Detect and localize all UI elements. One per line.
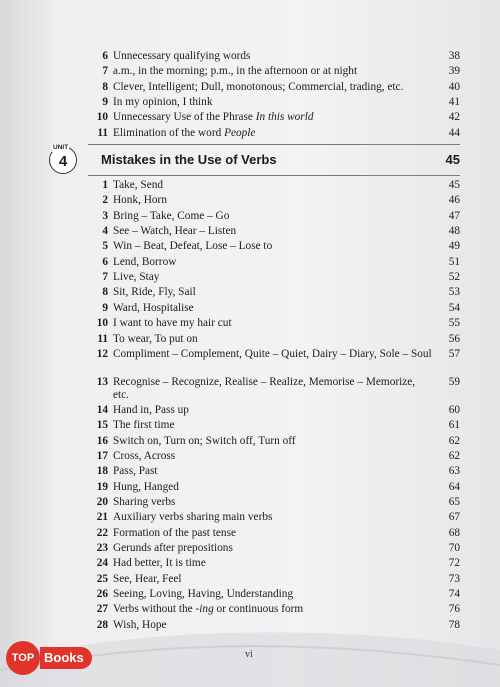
toc-entry <box>88 270 460 285</box>
entry-number: 11 <box>97 126 108 139</box>
toc-entry <box>88 347 460 375</box>
entry-page: 41 <box>448 96 460 109</box>
entry-number: 13 <box>96 375 108 388</box>
entry-number: 15 <box>96 419 108 432</box>
entry-title: Bring – Take, Come – Go <box>113 209 230 222</box>
entry-number: 11 <box>97 332 108 345</box>
entry-page: 62 <box>448 434 460 447</box>
entry-number: 8 <box>102 80 108 93</box>
entry-title-italic: People <box>224 126 256 139</box>
entry-number: 27 <box>96 603 108 616</box>
entry-page: 54 <box>448 301 460 314</box>
entry-number: 20 <box>96 495 108 508</box>
entry-page: 62 <box>448 449 460 462</box>
entry-page: 67 <box>448 511 460 524</box>
toc-entry <box>88 541 460 556</box>
entry-title: Cross, Across <box>113 449 176 462</box>
entry-title: Gerunds after prepositions <box>113 541 233 554</box>
toc-entry <box>88 618 460 633</box>
toc-entry <box>88 301 460 316</box>
entry-page: 46 <box>448 194 460 207</box>
toc-entry <box>88 239 460 254</box>
entry-number: 28 <box>96 618 108 631</box>
entry-title: Had better, It is time <box>113 557 206 570</box>
entry-page: 73 <box>448 572 460 585</box>
toc-entry <box>88 449 460 464</box>
entry-number: 18 <box>96 465 108 478</box>
entry-title: Switch on, Turn on; Switch off, Turn off <box>113 434 296 447</box>
toc-entry <box>88 434 460 449</box>
toc-entry <box>88 285 460 300</box>
entry-number: 10 <box>96 317 108 330</box>
entry-page: 59 <box>448 375 460 388</box>
entry-number: 5 <box>102 240 108 253</box>
toc-entry <box>88 526 460 541</box>
entry-number: 2 <box>102 194 108 207</box>
toc-entry <box>88 80 460 95</box>
entry-title: a.m., in the morning; p.m., in the afternoon or at night <box>113 65 358 78</box>
entry-title: Recognise – Recognize, Realise – Realize, Memorise – Memorize, etc. <box>113 375 416 402</box>
table-of-contents <box>53 49 460 633</box>
entry-page: 39 <box>448 65 460 78</box>
entry-title-text: Verbs without the <box>113 603 196 616</box>
entry-number: 9 <box>102 96 108 109</box>
entry-page: 42 <box>448 111 460 124</box>
entry-number: 21 <box>96 511 108 524</box>
entry-page: 47 <box>448 209 460 222</box>
entry-number: 24 <box>96 557 108 570</box>
toc-entry <box>88 375 460 403</box>
entry-number: 22 <box>96 526 108 539</box>
entry-number: 10 <box>96 111 108 124</box>
entry-number: 23 <box>96 541 108 554</box>
entry-page: 45 <box>448 179 460 192</box>
entry-title: In my opinion, I think <box>113 96 213 109</box>
entry-title: Sit, Ride, Fly, Sail <box>113 286 196 299</box>
entry-number: 7 <box>102 271 108 284</box>
logo-word: Books <box>40 647 92 669</box>
toc-entry <box>88 255 460 270</box>
unit-heading <box>53 144 460 176</box>
entry-number: 9 <box>102 301 108 314</box>
entry-title: Ward, Hospitalise <box>113 301 194 314</box>
entry-title <box>113 126 432 141</box>
toc-entry <box>88 403 460 418</box>
entry-title: To wear, To put on <box>113 332 198 345</box>
entry-title <box>113 602 432 617</box>
entry-title: Take, Send <box>113 179 164 192</box>
entry-number: 17 <box>96 449 108 462</box>
entry-title: Win – Beat, Defeat, Lose – Lose to <box>113 240 273 253</box>
entry-page: 63 <box>448 465 460 478</box>
entry-title-text: Elimination of the word <box>113 126 225 139</box>
toc-entry <box>88 110 460 125</box>
toc-entry <box>88 224 460 239</box>
entry-page: 76 <box>448 603 460 616</box>
toc-entry <box>88 316 460 331</box>
entry-page: 55 <box>448 317 460 330</box>
entry-title: Wish, Hope <box>113 618 167 631</box>
entry-title: The first time <box>113 419 175 432</box>
entry-number: 8 <box>102 286 108 299</box>
entry-title: See – Watch, Hear – Listen <box>113 225 237 238</box>
unit-title: Mistakes in the Use of Verbs <box>101 152 277 168</box>
entry-number: 6 <box>102 255 108 268</box>
entry-page: 61 <box>448 419 460 432</box>
entry-title: Auxiliary verbs sharing main verbs <box>113 511 273 524</box>
toc-entry <box>88 572 460 587</box>
entry-title-text: Unnecessary Use of the Phrase <box>113 111 256 124</box>
entry-number: 14 <box>96 403 108 416</box>
entry-page: 51 <box>448 255 460 268</box>
page-folio: vi <box>245 649 253 660</box>
entry-page: 74 <box>448 587 460 600</box>
entry-page: 57 <box>448 347 460 360</box>
entry-title: Honk, Horn <box>113 194 167 207</box>
entry-number: 26 <box>96 587 108 600</box>
entry-title: Live, Stay <box>113 271 160 284</box>
entry-page: 64 <box>448 480 460 493</box>
entry-number: 3 <box>102 209 108 222</box>
toc-entry <box>88 193 460 208</box>
entry-number: 12 <box>96 347 108 360</box>
entry-title: Unnecessary qualifying words <box>113 50 251 62</box>
entry-page: 72 <box>448 557 460 570</box>
entry-title: Compliment – Complement, Quite – Quiet, Dairy – Diary, Sole – Soul <box>113 347 432 360</box>
entry-title: Clever, Intelligent; Dull, monotonous; Commercial, trading, etc. <box>113 80 404 93</box>
entry-number: 1 <box>102 179 108 192</box>
toc-entry <box>88 602 460 617</box>
unit-tag: UNIT <box>53 144 69 152</box>
entry-page: 49 <box>448 240 460 253</box>
toc-entry <box>88 95 460 110</box>
entry-page: 38 <box>448 50 460 62</box>
toc-entry <box>88 126 460 141</box>
toc-entry <box>88 49 460 64</box>
entry-page: 78 <box>448 618 460 631</box>
toc-entry <box>88 332 460 347</box>
entry-page: 53 <box>448 286 460 299</box>
toc-entry <box>88 209 460 224</box>
entry-page: 68 <box>448 526 460 539</box>
entry-page: 60 <box>448 403 460 416</box>
entry-number: 4 <box>102 225 108 238</box>
topbooks-logo <box>0 639 110 679</box>
entry-title-italic: -ing <box>195 603 214 616</box>
entry-title: Formation of the past tense <box>113 526 236 539</box>
entry-number: 7 <box>102 65 108 78</box>
toc-entry <box>88 418 460 433</box>
entry-page: 70 <box>448 541 460 554</box>
entry-title-italic: In this world <box>255 111 314 124</box>
entry-title: Seeing, Loving, Having, Understanding <box>113 587 294 600</box>
entry-page: 65 <box>448 495 460 508</box>
unit-page: 45 <box>445 152 460 168</box>
entry-page: 56 <box>448 332 460 345</box>
entry-title: See, Hear, Feel <box>113 572 182 585</box>
entry-page: 40 <box>448 80 460 93</box>
entry-title-text-after: or continuous form <box>213 603 304 616</box>
toc-entry <box>88 495 460 510</box>
toc-entry <box>88 178 460 193</box>
toc-entry <box>88 510 460 525</box>
entry-page: 48 <box>448 225 460 238</box>
entry-title: Pass, Past <box>113 465 158 478</box>
toc-entry <box>88 556 460 571</box>
unit-badge <box>49 146 77 174</box>
entry-title: Hung, Hanged <box>113 480 179 493</box>
logo-circle: TOP <box>6 641 40 675</box>
entry-title: Hand in, Pass up <box>113 403 189 416</box>
entry-title <box>113 110 432 125</box>
entry-number: 19 <box>96 480 108 493</box>
entry-number: 6 <box>102 50 108 62</box>
entry-number: 25 <box>96 572 108 585</box>
toc-entry <box>88 64 460 79</box>
entry-title: Sharing verbs <box>113 495 176 508</box>
unit-number: 4 <box>58 153 68 171</box>
toc-entry <box>88 464 460 479</box>
entry-title: Lend, Borrow <box>113 255 177 268</box>
entry-page: 44 <box>448 126 460 139</box>
entry-number: 16 <box>96 434 108 447</box>
entry-title: I want to have my hair cut <box>113 317 232 330</box>
toc-entry <box>88 587 460 602</box>
entry-page: 52 <box>448 271 460 284</box>
toc-entry <box>88 480 460 495</box>
